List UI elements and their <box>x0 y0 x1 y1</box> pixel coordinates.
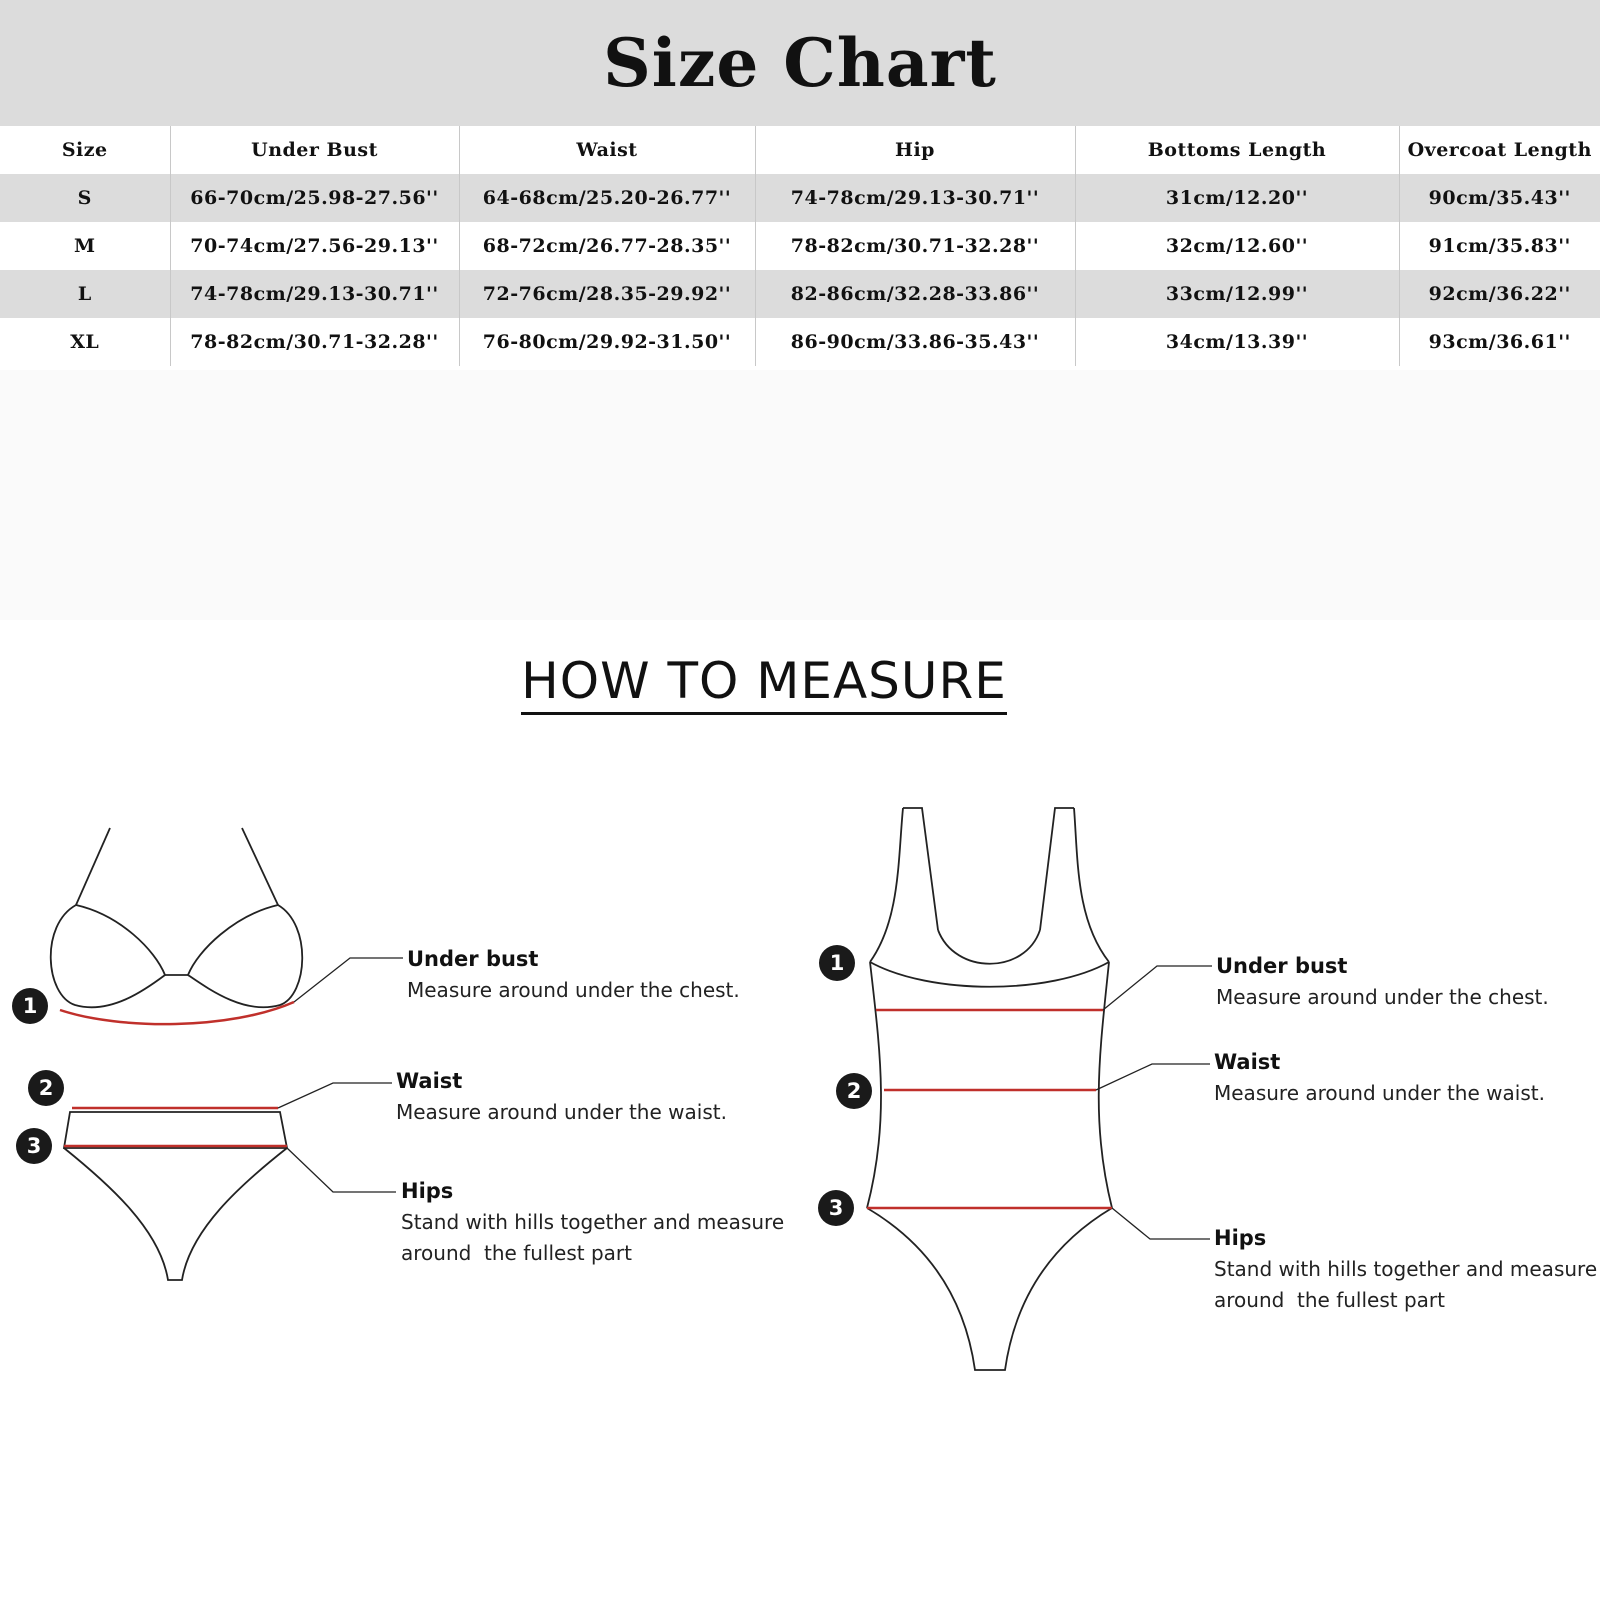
table-cell: 64-68cm/25.20-26.77'' <box>459 174 755 222</box>
table-cell: 68-72cm/26.77-28.35'' <box>459 222 755 270</box>
label-description: Measure around under the waist. <box>396 1100 727 1124</box>
header-hip: Hip <box>755 126 1075 174</box>
label-heading: Waist <box>1214 1050 1281 1074</box>
number-badge-1: 1 <box>819 945 855 981</box>
under-bust-leader <box>294 958 403 1002</box>
hips-leader <box>287 1148 396 1192</box>
table-cell: 74-78cm/29.13-30.71'' <box>170 270 459 318</box>
table-cell: L <box>77 283 92 305</box>
label-description: Measure around under the waist. <box>1214 1081 1545 1105</box>
one-piece-waist-label <box>1214 1047 1545 1109</box>
table-cell: 78-82cm/30.71-32.28'' <box>755 222 1075 270</box>
table-cell: 66-70cm/25.98-27.56'' <box>170 174 459 222</box>
label-heading: Under bust <box>407 947 539 971</box>
number-badge-2: 2 <box>28 1070 64 1106</box>
header-size: Size <box>61 139 108 161</box>
table-cell: M <box>73 235 96 257</box>
table-cell: 82-86cm/32.28-33.86'' <box>755 270 1075 318</box>
table-cell: 78-82cm/30.71-32.28'' <box>170 318 459 366</box>
header-under-bust: Under Bust <box>170 126 459 174</box>
under-bust-line <box>60 1002 294 1024</box>
label-description: Measure around under the chest. <box>1216 985 1549 1009</box>
table-cell: 32cm/12.60'' <box>1075 222 1399 270</box>
number-badge-3: 3 <box>16 1128 52 1164</box>
bikini-bottom-illustration <box>64 1112 287 1280</box>
label-heading: Hips <box>1214 1226 1267 1250</box>
how-to-measure-heading: HOW TO MEASURE <box>521 652 1007 715</box>
label-description: Stand with hills together and measure around the fullest part <box>401 1210 785 1265</box>
number-badge-2: 2 <box>836 1073 872 1109</box>
table-cell: 76-80cm/29.92-31.50'' <box>459 318 755 366</box>
one-piece-hips-leader <box>1112 1208 1210 1239</box>
table-cell: 33cm/12.99'' <box>1075 270 1399 318</box>
table-cell: 70-74cm/27.56-29.13'' <box>170 222 459 270</box>
number-badge-3: 3 <box>818 1190 854 1226</box>
label-heading: Waist <box>396 1069 463 1093</box>
page-title: Size Chart <box>603 24 997 102</box>
table-cell: 31cm/12.20'' <box>1075 174 1399 222</box>
label-description: Stand with hills together and measure around the fullest part <box>1214 1257 1598 1312</box>
table-cell: 74-78cm/29.13-30.71'' <box>755 174 1075 222</box>
table-cell: XL <box>70 331 100 353</box>
label-description: Measure around under the chest. <box>407 978 740 1002</box>
one-piece-bust-leader <box>1103 966 1212 1010</box>
bikini-waist-label <box>396 1066 727 1128</box>
one-piece-waist-leader <box>1096 1064 1210 1090</box>
number-badge-1: 1 <box>12 988 48 1024</box>
one-piece-hips-label <box>1214 1223 1597 1316</box>
header-bottoms-length: Bottoms Length <box>1075 126 1399 174</box>
label-heading: Under bust <box>1216 954 1348 978</box>
table-cell: 34cm/13.39'' <box>1075 318 1399 366</box>
bikini-top-illustration <box>51 828 303 1007</box>
header-waist: Waist <box>459 126 755 174</box>
label-heading: Hips <box>401 1179 454 1203</box>
table-cell: 93cm/36.61'' <box>1399 318 1600 366</box>
bikini-under-bust-label <box>407 944 740 1006</box>
header-overcoat-length: Overcoat Length <box>1399 126 1600 174</box>
one-piece-under-bust-label <box>1216 951 1549 1013</box>
table-cell: 72-76cm/28.35-29.92'' <box>459 270 755 318</box>
table-cell: 90cm/35.43'' <box>1399 174 1600 222</box>
waist-leader <box>278 1083 392 1108</box>
table-cell: 86-90cm/33.86-35.43'' <box>755 318 1075 366</box>
table-cell: 91cm/35.83'' <box>1399 222 1600 270</box>
table-cell: S <box>77 187 92 209</box>
bikini-hips-label <box>401 1176 784 1269</box>
table-cell: 92cm/36.22'' <box>1399 270 1600 318</box>
